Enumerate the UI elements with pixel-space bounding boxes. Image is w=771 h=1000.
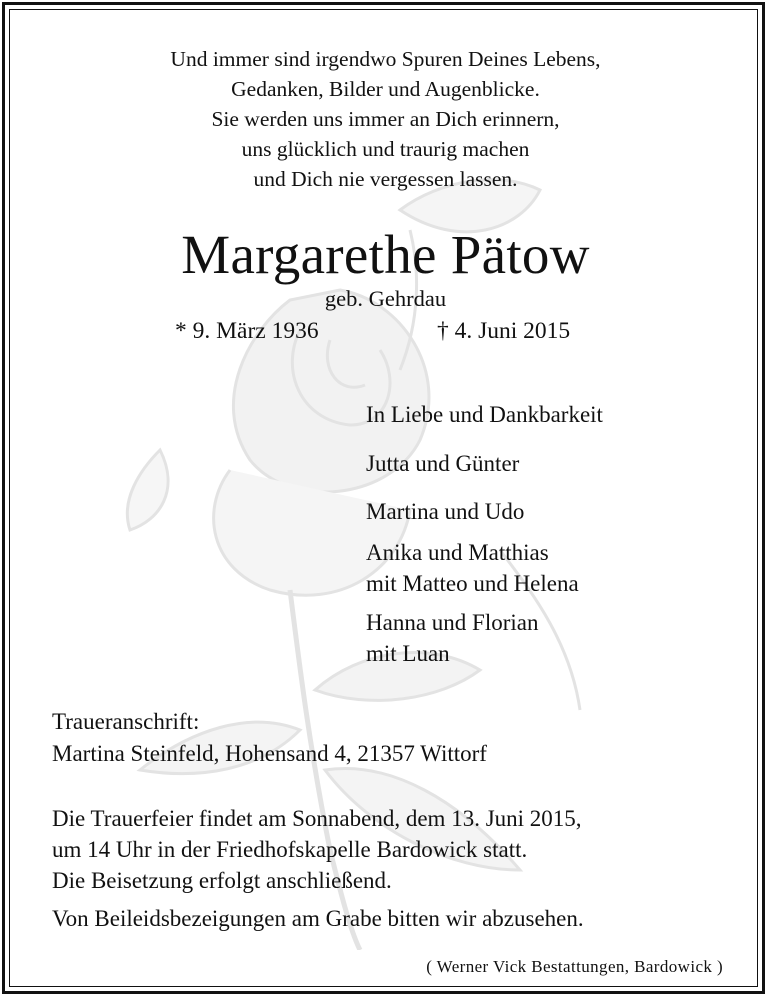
condolence-note: Von Beileidsbezeigungen am Grabe bitten wir abzusehen.	[52, 906, 584, 931]
birth-name: geb. Gehrdau	[324, 286, 447, 311]
poem-line: uns glücklich und traurig machen	[241, 137, 530, 161]
mourner-line: mit Matteo und Helena	[366, 571, 579, 596]
mourner-line: Hanna und Florian	[366, 610, 539, 635]
deceased-name: Margarethe Pätow	[181, 224, 590, 285]
service-line: um 14 Uhr in der Friedhofskapelle Bardowick statt.	[52, 837, 528, 862]
poem-line: Und immer sind irgendwo Spuren Deines Lebens,	[170, 47, 601, 71]
mourner-line: mit Luan	[366, 641, 450, 666]
address-label: Traueranschrift:	[52, 709, 200, 734]
funeral-home: ( Werner Vick Bestattungen, Bardowick )	[426, 957, 723, 976]
mourner-line: Martina und Udo	[366, 499, 525, 524]
birth-date: * 9. März 1936	[175, 318, 319, 344]
death-date: † 4. Juni 2015	[437, 318, 571, 344]
address-value: Martina Steinfeld, Hohensand 4, 21357 Wittorf	[52, 741, 487, 766]
poem-line: Gedanken, Bilder und Augenblicke.	[231, 77, 540, 101]
mourner-line: Anika und Matthias	[366, 540, 549, 565]
service-line: Die Trauerfeier findet am Sonnabend, dem 13. Juni 2015,	[52, 806, 582, 831]
closing-phrase: In Liebe und Dankbarkeit	[366, 402, 603, 427]
poem-line: Sie werden uns immer an Dich erinnern,	[211, 107, 560, 131]
mourner-line: Jutta und Günter	[366, 451, 520, 476]
poem-line: und Dich nie vergessen lassen.	[253, 167, 518, 191]
service-line: Die Beisetzung erfolgt anschließend.	[52, 868, 392, 893]
memorial-poem	[0, 44, 771, 194]
